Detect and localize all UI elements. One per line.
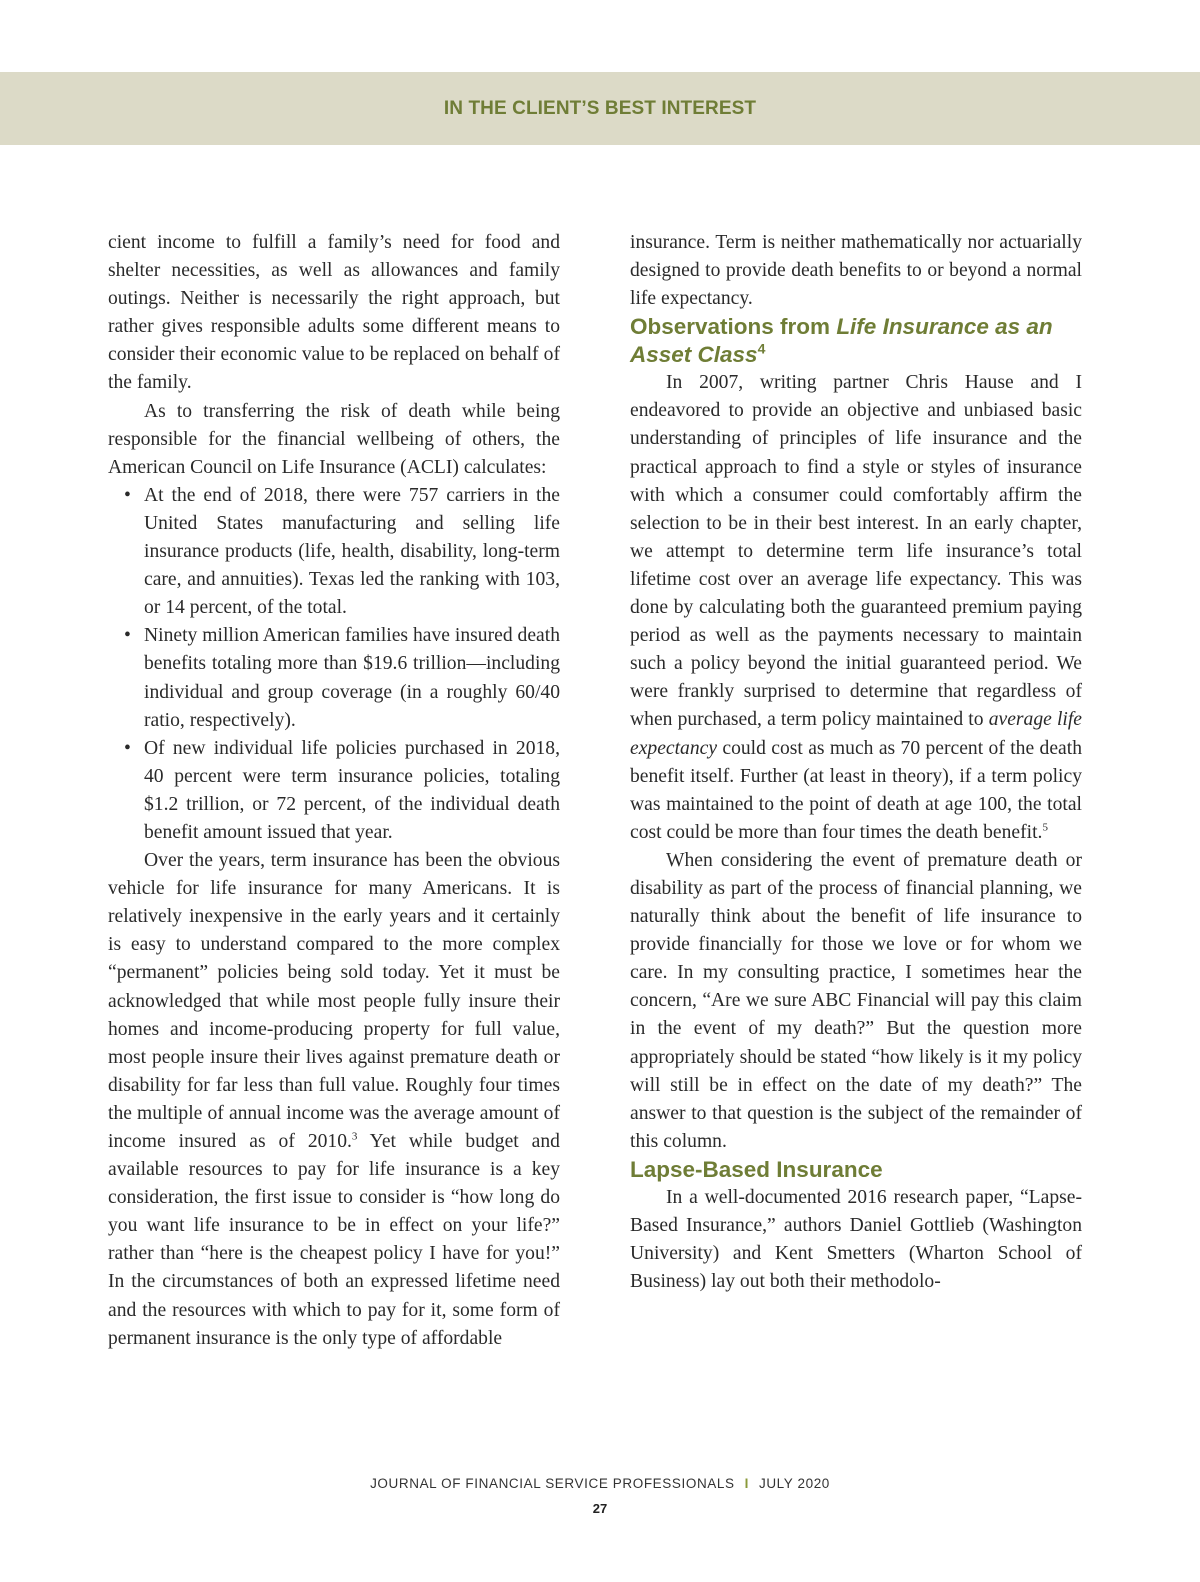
issue-date: JULY 2020 [758,1476,830,1491]
paragraph-text: Yet while budget and available resources to pay for life insurance is a key consideration, the first issue to consider is “how long do you want life insurance to be in effect on your life?” rather than “here is the cheapest policy I have for you!” In the circumstances of both an expressed lifetime need and the resources with which to pay for it, some form of permanent insurance is the only type of affordable [108,1131,560,1349]
list-item: • At the end of 2018, there were 757 carriers in the United States manufacturing and selling life insurance products (life, health, disability, long-term care, and annuities). Texas led the ranking with 103, or 14 percent, of the total. [108,482,560,622]
emphasis-text: average life expectancy [630,709,1082,759]
section-banner [0,72,1200,145]
paragraph [108,847,560,1353]
footnote-ref: 4 [757,340,766,357]
heading-text: Observations from [630,314,837,340]
paragraph: In a well-documented 2016 research paper, “Lapse-Based Insurance,” authors Daniel Gottlieb (Washington University) and Kent Smetters (Wharton School of Business) lay out both their methodolo- [630,1186,1082,1293]
page-number: 27 [592,1501,608,1516]
book-title: Life Insurance as an Asset Class [630,314,1053,368]
right-column [630,229,1082,1296]
list-item: • Ninety million American families have insured death benefits totaling more than $19.6 trillion—including individual and group coverage (in a roughly 60/40 ratio, respectively). [108,622,560,734]
paragraph: insurance. Term is neither mathematically nor actuarially designed to provide death benefits to or beyond a normal life expectancy. [630,232,1082,310]
paragraph: As to transferring the risk of death while being responsible for the financial wellbeing of others, the American Council on Life Insurance (ACLI) calculates: [108,400,560,478]
left-column [108,229,560,1353]
paragraph-text: Over the years, term insurance has been the obvious vehicle for life insurance for many Americans. It is relatively inexpensive in the early years and it certainly is easy to understand compared to the more complex “permanent” policies being sold today. Yet it must be acknowledged that while most people fully insure their homes and income-producing property for full value, most people insure their lives against premature death or disability for far less than full value. Roughly four times the multiple of annual income was the average amount of income insured as of 2010. [108,850,560,1152]
paragraph: When considering the event of premature death or disability as part of the process of financial planning, we naturally think about the benefit of life insurance to provide financially for those we love or for whom we care. In my consulting practice, I sometimes hear the concern, “Are we sure ABC Financial will pay this claim in the event of my death?” But the question more appropriately should be stated “how likely is it my policy will still be in effect on the date of my death?” The answer to that question is the subject of the remainder of this column. [630,849,1082,1152]
paragraph-text: could cost as much as 70 percent of the death benefit itself. Further (at least in theory), if a term policy was maintained to the point of death at age 100, the total cost could be more than four times the death benefit. [630,737,1082,843]
paragraph-text: In 2007, writing partner Chris Hause and I endeavored to provide an objective and unbiased basic understanding of principles of life insurance and the practical approach to find a style or styles of insurance with which a consumer could comfortably affirm the selection to be in their best interest. In an early chapter, we attempt to determine term life insurance’s total lifetime cost over an average life expectancy. This was done by calculating both the guaranteed premium paying period as well as the payments necessary to maintain such a policy beyond the initial guaranteed period. We were frankly surprised to determine that regardless of when purchased, a term policy maintained to [630,372,1082,731]
acli-bullet-list [108,482,560,847]
section-heading [630,313,1082,369]
footer-journal-line [0,1476,1200,1491]
footnote-ref: 5 [1042,821,1048,834]
footer-separator: I [744,1476,749,1491]
paragraph [630,369,1082,847]
paragraph: cient income to fulfill a family’s need for food and shelter necessities, as well as allowances and family outings. Neither is necessarily the right approach, but rather gives responsible adults some different means to consider their economic value to be replaced on behalf of the family. [108,232,560,394]
journal-name: JOURNAL OF FINANCIAL SERVICE PROFESSIONALS [370,1476,735,1491]
banner-title: IN THE CLIENT’S BEST INTEREST [443,97,757,119]
list-item: • Of new individual life policies purchased in 2018, 40 percent were term insurance policies, totaling $1.2 trillion, or 72 percent, of the individual death benefit amount issued that year. [108,735,560,847]
footnote-ref: 3 [351,1130,358,1143]
section-heading: Lapse-Based Insurance [630,1156,883,1182]
